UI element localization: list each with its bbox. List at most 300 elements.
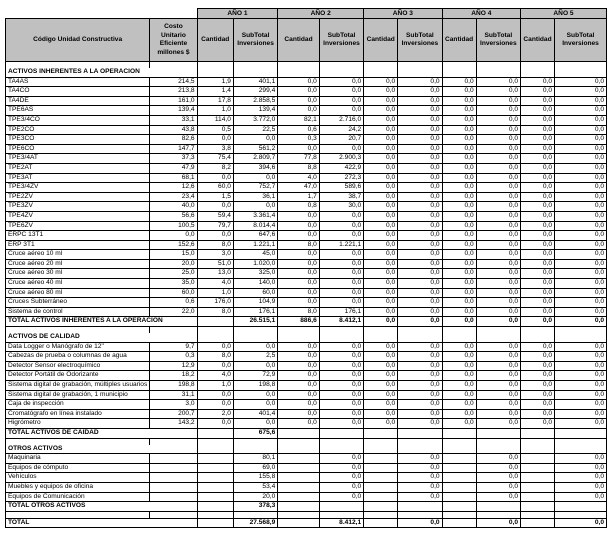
- quantity-cell: 1,0: [197, 288, 233, 298]
- quantity-cell: 2,0: [197, 409, 233, 419]
- subtotal-cell: 394,6: [233, 163, 277, 173]
- table-row: [6, 87, 607, 97]
- total-cell: [555, 428, 607, 438]
- investment-sheet: [5, 8, 607, 528]
- quantity-cell: 0,0: [278, 221, 320, 231]
- subtotal-cell: 0,0: [476, 259, 520, 269]
- subtotal-cell: 0,0: [555, 390, 607, 400]
- subtotal-cell: 0,0: [476, 381, 520, 391]
- quantity-cell: 0,0: [442, 221, 476, 231]
- quantity-cell: 0,0: [364, 87, 398, 97]
- subtotal-cell: 0,0: [476, 409, 520, 419]
- year-header: AÑO 4: [442, 9, 520, 19]
- quantity-cell: 0,0: [278, 390, 320, 400]
- unit-cost: 31,1: [150, 390, 197, 400]
- unit-code: Detector Portátil de Odorizante: [6, 371, 150, 381]
- total-cell: [398, 502, 442, 512]
- subtotal-cell: 0,0: [398, 96, 442, 106]
- total-cell: 26.515,1: [233, 317, 277, 327]
- subtotal-cell: 0,0: [555, 202, 607, 212]
- subtotal-cell: 0,0: [398, 87, 442, 97]
- subtotal-cell: 0,0: [476, 202, 520, 212]
- subtotal-cell: 0,0: [555, 115, 607, 125]
- subtotal-cell: 155,8: [233, 473, 277, 483]
- year-header: AÑO 5: [521, 9, 607, 19]
- subtotal-cell: 0,0: [476, 250, 520, 260]
- subtotal-cell: 0,0: [476, 400, 520, 410]
- subtotal-header: SubTotal Inversiones: [555, 19, 607, 62]
- unit-code: TPE2ZV: [6, 192, 150, 202]
- subtotal-cell: 589,6: [319, 183, 363, 193]
- unit-cost: 100,5: [150, 221, 197, 231]
- unit-code: Higrómetro: [6, 419, 150, 429]
- quantity-cell: 0,0: [364, 419, 398, 429]
- quantity-cell: 0,0: [278, 87, 320, 97]
- subtotal-cell: 0,0: [398, 371, 442, 381]
- subtotal-cell: 0,0: [555, 163, 607, 173]
- subtotal-cell: 30,0: [319, 202, 363, 212]
- spacer-cell: [233, 511, 277, 518]
- total-cell: 886,6: [278, 317, 320, 327]
- section-blank: [233, 68, 277, 77]
- unit-cost: [150, 482, 197, 492]
- unit-code: TA4AS: [6, 77, 150, 87]
- quantity-cell: 0,0: [364, 154, 398, 164]
- subtotal-cell: 0,0: [398, 454, 442, 464]
- subtotal-cell: 20,7: [319, 135, 363, 145]
- quantity-cell: 0,0: [364, 371, 398, 381]
- quantity-cell: 0,0: [521, 409, 555, 419]
- subtotal-cell: 0,0: [398, 231, 442, 241]
- quantity-cell: 0,0: [442, 240, 476, 250]
- quantity-cell: 0,0: [197, 231, 233, 241]
- table-row: [6, 381, 607, 391]
- quantity-cell: 0,0: [364, 135, 398, 145]
- subtotal-cell: 0,0: [476, 192, 520, 202]
- subtotal-cell: 0,0: [233, 342, 277, 352]
- unit-code: Maquinaria: [6, 454, 150, 464]
- subtotal-cell: 0,0: [555, 381, 607, 391]
- quantity-cell: 0,0: [521, 154, 555, 164]
- spacer-cell: [398, 511, 442, 518]
- quantity-cell: 0,0: [521, 279, 555, 289]
- table-row: [6, 419, 607, 429]
- quantity-cell: 0,0: [521, 135, 555, 145]
- subtotal-cell: 0,0: [233, 400, 277, 410]
- quantity-cell: [278, 463, 320, 473]
- quantity-cell: 0,0: [442, 279, 476, 289]
- table-row: [6, 259, 607, 269]
- quantity-cell: 0,0: [197, 202, 233, 212]
- quantity-cell: 0,0: [278, 211, 320, 221]
- quantity-cell: 0,0: [364, 400, 398, 410]
- subtotal-cell: 0,0: [555, 250, 607, 260]
- unit-code: Equipos de Comunicación: [6, 492, 150, 502]
- total-cell: [364, 428, 398, 438]
- quantity-cell: 8,2: [197, 163, 233, 173]
- quantity-cell: 0,0: [364, 342, 398, 352]
- subtotal-cell: 0,0: [476, 352, 520, 362]
- spacer-row: [6, 511, 607, 518]
- quantity-cell: 0,0: [364, 259, 398, 269]
- cantidad-header: Cantidad: [364, 19, 398, 62]
- subtotal-cell: 0,0: [319, 400, 363, 410]
- quantity-cell: 0,0: [364, 192, 398, 202]
- subtotal-cell: 0,0: [398, 259, 442, 269]
- quantity-cell: 0,0: [442, 125, 476, 135]
- total-cell: 0,0: [521, 317, 555, 327]
- subtotal-cell: 36,1: [233, 192, 277, 202]
- subtotal-cell: 0,0: [476, 371, 520, 381]
- grand-total-cell: [278, 518, 320, 528]
- section-title: ACTIVOS DE CALIDAD: [6, 333, 198, 342]
- subtotal-cell: 2.900,3: [319, 154, 363, 164]
- subtotal-cell: 0,0: [398, 492, 442, 502]
- unit-code: TPE3/4AT: [6, 154, 150, 164]
- subtotal-cell: 0,0: [476, 87, 520, 97]
- unit-code: Detector Sensor electroquímico: [6, 361, 150, 371]
- table-row: [6, 202, 607, 212]
- cantidad-header: Cantidad: [521, 19, 555, 62]
- unit-cost: 33,1: [150, 115, 197, 125]
- quantity-cell: 0,0: [521, 371, 555, 381]
- table-row: [6, 390, 607, 400]
- unit-cost: 43,8: [150, 125, 197, 135]
- quantity-cell: 0,0: [442, 390, 476, 400]
- unit-cost: 37,3: [150, 154, 197, 164]
- quantity-cell: [278, 473, 320, 483]
- quantity-cell: 0,0: [521, 240, 555, 250]
- quantity-cell: 0,0: [442, 298, 476, 308]
- unit-cost: 3,0: [150, 400, 197, 410]
- section-blank: [233, 445, 277, 454]
- subtotal-cell: 0,0: [319, 279, 363, 289]
- quantity-cell: 0,0: [364, 298, 398, 308]
- quantity-cell: 0,3: [278, 135, 320, 145]
- grand-total-cell: [442, 518, 476, 528]
- unit-cost: 40,0: [150, 202, 197, 212]
- quantity-cell: 0,0: [521, 419, 555, 429]
- subtotal-cell: 0,0: [398, 288, 442, 298]
- unit-code: Vehículos: [6, 473, 150, 483]
- total-cell: [197, 317, 233, 327]
- unit-code: Cruce aéreo 30 ml: [6, 269, 150, 279]
- unit-code: Cruce aéreo 20 ml: [6, 259, 150, 269]
- table-row: [6, 211, 607, 221]
- subtotal-cell: 0,0: [319, 390, 363, 400]
- subtotal-cell: 0,0: [319, 371, 363, 381]
- unit-code: TPE6CO: [6, 144, 150, 154]
- unit-code: Cromatógrafo en línea instalado: [6, 409, 150, 419]
- subtotal-cell: 0,0: [476, 279, 520, 289]
- unit-cost: 198,8: [150, 381, 197, 391]
- subtotal-cell: 0,0: [398, 144, 442, 154]
- subtotal-cell: 0,0: [398, 163, 442, 173]
- year-header: AÑO 1: [197, 9, 278, 19]
- subtotal-cell: 0,0: [319, 221, 363, 231]
- grand-total-cell: 0,0: [398, 518, 442, 528]
- subtotal-cell: 24,2: [319, 125, 363, 135]
- quantity-cell: 0,0: [364, 288, 398, 298]
- total-cell: [521, 502, 555, 512]
- subtotal-cell: 0,0: [319, 473, 363, 483]
- unit-cost: 47,9: [150, 163, 197, 173]
- quantity-cell: 0,0: [278, 371, 320, 381]
- subtotal-cell: 0,0: [555, 307, 607, 317]
- quantity-cell: 3,8: [197, 144, 233, 154]
- header-blank: [6, 9, 198, 19]
- quantity-cell: 0,0: [364, 115, 398, 125]
- quantity-cell: [197, 473, 233, 483]
- quantity-cell: 0,0: [442, 419, 476, 429]
- subtotal-cell: 0,0: [398, 419, 442, 429]
- unit-code: TPE3/4CO: [6, 115, 150, 125]
- quantity-cell: [442, 492, 476, 502]
- subtotal-cell: 80,1: [233, 454, 277, 464]
- table-row: [6, 183, 607, 193]
- quantity-cell: 0,0: [442, 183, 476, 193]
- unit-cost: 152,6: [150, 240, 197, 250]
- section-blank: [398, 333, 442, 342]
- subtotal-cell: 0,0: [555, 361, 607, 371]
- grand-total-cell: 0,0: [476, 518, 520, 528]
- quantity-cell: 0,0: [521, 173, 555, 183]
- section-blank: [197, 68, 233, 77]
- quantity-cell: 0,0: [364, 183, 398, 193]
- unit-cost: 82,6: [150, 135, 197, 145]
- subtotal-cell: 0,0: [555, 298, 607, 308]
- quantity-cell: 0,0: [521, 163, 555, 173]
- subtotal-cell: 0,0: [398, 298, 442, 308]
- unit-cost: 12,9: [150, 361, 197, 371]
- unit-cost: [150, 463, 197, 473]
- subtotal-cell: 60,0: [233, 288, 277, 298]
- unit-cost: 60,0: [150, 288, 197, 298]
- costo-header: Costo Unitario Eficiente millones $: [150, 19, 197, 62]
- subtotal-cell: 0,0: [555, 473, 607, 483]
- subtotal-cell: 0,0: [555, 342, 607, 352]
- subtotal-cell: 0,0: [398, 211, 442, 221]
- subtotal-cell: 0,0: [398, 115, 442, 125]
- unit-code: TA4CO: [6, 87, 150, 97]
- section-blank: [278, 68, 320, 77]
- table-row: [6, 463, 607, 473]
- subtotal-cell: 0,0: [398, 221, 442, 231]
- subtotal-cell: 0,0: [476, 144, 520, 154]
- subtotal-cell: 0,0: [319, 269, 363, 279]
- subtotal-cell: 0,0: [476, 77, 520, 87]
- total-cell: [197, 502, 233, 512]
- quantity-cell: 0,0: [364, 96, 398, 106]
- quantity-cell: 75,4: [197, 154, 233, 164]
- subtotal-cell: 0,0: [476, 288, 520, 298]
- year-header-row: [6, 9, 607, 19]
- quantity-cell: 0,0: [442, 269, 476, 279]
- total-cell: [442, 502, 476, 512]
- subtotal-cell: 401,4: [233, 409, 277, 419]
- table-row: [6, 106, 607, 116]
- unit-code: TPE6ZV: [6, 221, 150, 231]
- cantidad-header: Cantidad: [442, 19, 476, 62]
- section-blank: [398, 445, 442, 454]
- subtotal-cell: 0,0: [555, 221, 607, 231]
- quantity-cell: 0,0: [364, 144, 398, 154]
- column-header-row: [6, 19, 607, 62]
- quantity-cell: 0,0: [278, 96, 320, 106]
- unit-cost: [150, 473, 197, 483]
- spacer-cell: [521, 511, 555, 518]
- spacer-cell: [442, 511, 476, 518]
- table-row: [6, 482, 607, 492]
- subtotal-cell: 0,0: [319, 454, 363, 464]
- grand-total-cell: 27.568,9: [233, 518, 277, 528]
- subtotal-cell: 0,0: [476, 211, 520, 221]
- quantity-cell: 0,0: [364, 279, 398, 289]
- subtotal-cell: 0,0: [555, 409, 607, 419]
- total-cell: [278, 502, 320, 512]
- quantity-cell: 0,0: [442, 381, 476, 391]
- subtotal-cell: 0,0: [555, 240, 607, 250]
- unit-code: ERPC 13T1: [6, 231, 150, 241]
- quantity-cell: 0,0: [278, 400, 320, 410]
- quantity-cell: 0,0: [442, 250, 476, 260]
- unit-code: Caja de inspección: [6, 400, 150, 410]
- unit-code: Sistema digital de grabación, múltiples usuarios: [6, 381, 150, 391]
- subtotal-cell: 0,0: [555, 125, 607, 135]
- section-blank: [555, 333, 607, 342]
- quantity-cell: 8,0: [197, 307, 233, 317]
- quantity-cell: [442, 463, 476, 473]
- quantity-cell: [197, 482, 233, 492]
- quantity-cell: 0,0: [364, 352, 398, 362]
- quantity-cell: 0,0: [521, 269, 555, 279]
- spacer-cell: [319, 511, 363, 518]
- quantity-cell: 0,0: [364, 250, 398, 260]
- quantity-cell: 0,0: [442, 342, 476, 352]
- quantity-cell: 0,0: [521, 77, 555, 87]
- year-header: AÑO 2: [278, 9, 364, 19]
- unit-code: Data Logger o Manógrafo de 12": [6, 342, 150, 352]
- quantity-cell: 0,0: [278, 144, 320, 154]
- quantity-cell: 0,0: [442, 231, 476, 241]
- subtotal-cell: 176,1: [233, 307, 277, 317]
- subtotal-cell: 0,0: [476, 231, 520, 241]
- subtotal-cell: 0,0: [398, 192, 442, 202]
- subtotal-cell: 325,0: [233, 269, 277, 279]
- quantity-cell: 0,0: [521, 221, 555, 231]
- quantity-cell: 4,0: [278, 173, 320, 183]
- quantity-cell: 0,0: [521, 250, 555, 260]
- quantity-cell: 0,0: [364, 77, 398, 87]
- unit-cost: 139,4: [150, 106, 197, 116]
- quantity-cell: 0,0: [442, 371, 476, 381]
- quantity-cell: 0,0: [364, 361, 398, 371]
- quantity-cell: [521, 492, 555, 502]
- quantity-cell: 1,0: [197, 381, 233, 391]
- spacer-cell: [555, 511, 607, 518]
- quantity-cell: 0,0: [278, 279, 320, 289]
- subtotal-cell: 0,0: [233, 419, 277, 429]
- subtotal-cell: 0,0: [555, 288, 607, 298]
- unit-code: TPE2CO: [6, 125, 150, 135]
- quantity-cell: 176,0: [197, 298, 233, 308]
- spacer-cell: [364, 511, 398, 518]
- subtotal-cell: 0,0: [555, 463, 607, 473]
- section-blank: [319, 333, 363, 342]
- subtotal-cell: 0,0: [398, 482, 442, 492]
- quantity-cell: 8,0: [278, 240, 320, 250]
- quantity-cell: 3,0: [197, 250, 233, 260]
- unit-cost: 25,0: [150, 269, 197, 279]
- subtotal-cell: 0,0: [233, 361, 277, 371]
- unit-cost: 35,0: [150, 279, 197, 289]
- subtotal-cell: 0,0: [319, 87, 363, 97]
- unit-cost: 23,4: [150, 192, 197, 202]
- quantity-cell: [521, 463, 555, 473]
- quantity-cell: 0,0: [442, 163, 476, 173]
- quantity-cell: [197, 463, 233, 473]
- quantity-cell: 13,0: [197, 269, 233, 279]
- quantity-cell: 0,0: [521, 125, 555, 135]
- quantity-cell: 0,0: [442, 288, 476, 298]
- unit-code: TPE3CO: [6, 135, 150, 145]
- quantity-cell: [521, 473, 555, 483]
- quantity-cell: 0,0: [364, 240, 398, 250]
- subtotal-cell: 2,5: [233, 352, 277, 362]
- section-title: ACTIVOS INHERENTES A LA OPERACIÓN: [6, 68, 198, 77]
- grand-total-label: TOTAL: [6, 518, 198, 528]
- subtotal-cell: 561,2: [233, 144, 277, 154]
- quantity-cell: 51,0: [197, 259, 233, 269]
- subtotal-header: SubTotal Inversiones: [319, 19, 363, 62]
- subtotal-cell: 3.772,0: [233, 115, 277, 125]
- subtotal-cell: 0,0: [555, 259, 607, 269]
- table-row: [6, 298, 607, 308]
- unit-code: TPE4ZV: [6, 211, 150, 221]
- subtotal-cell: 140,0: [233, 279, 277, 289]
- quantity-cell: 0,0: [197, 361, 233, 371]
- subtotal-cell: 0,0: [319, 77, 363, 87]
- section-title-row: [6, 445, 607, 454]
- subtotal-cell: 0,0: [319, 106, 363, 116]
- table-row: [6, 352, 607, 362]
- section-blank: [398, 68, 442, 77]
- unit-cost: 9,7: [150, 342, 197, 352]
- subtotal-cell: 0,0: [476, 361, 520, 371]
- quantity-cell: 0,0: [278, 352, 320, 362]
- subtotal-cell: 8.014,4: [233, 221, 277, 231]
- subtotal-cell: 0,0: [476, 419, 520, 429]
- quantity-cell: 0,0: [278, 269, 320, 279]
- subtotal-cell: 20,0: [233, 492, 277, 502]
- subtotal-cell: 0,0: [555, 192, 607, 202]
- grand-total-cell: [521, 518, 555, 528]
- subtotal-cell: 0,0: [398, 106, 442, 116]
- quantity-cell: 82,1: [278, 115, 320, 125]
- quantity-cell: 0,0: [278, 259, 320, 269]
- quantity-cell: 0,0: [442, 307, 476, 317]
- subtotal-cell: 0,0: [555, 279, 607, 289]
- unit-cost: 161,0: [150, 96, 197, 106]
- quantity-cell: 0,0: [197, 135, 233, 145]
- subtotal-cell: 0,0: [398, 473, 442, 483]
- quantity-cell: 0,0: [364, 221, 398, 231]
- subtotal-cell: 0,0: [319, 211, 363, 221]
- subtotal-cell: 2.858,5: [233, 96, 277, 106]
- total-cell: [398, 428, 442, 438]
- table-row: [6, 77, 607, 87]
- grand-total-cell: [197, 518, 233, 528]
